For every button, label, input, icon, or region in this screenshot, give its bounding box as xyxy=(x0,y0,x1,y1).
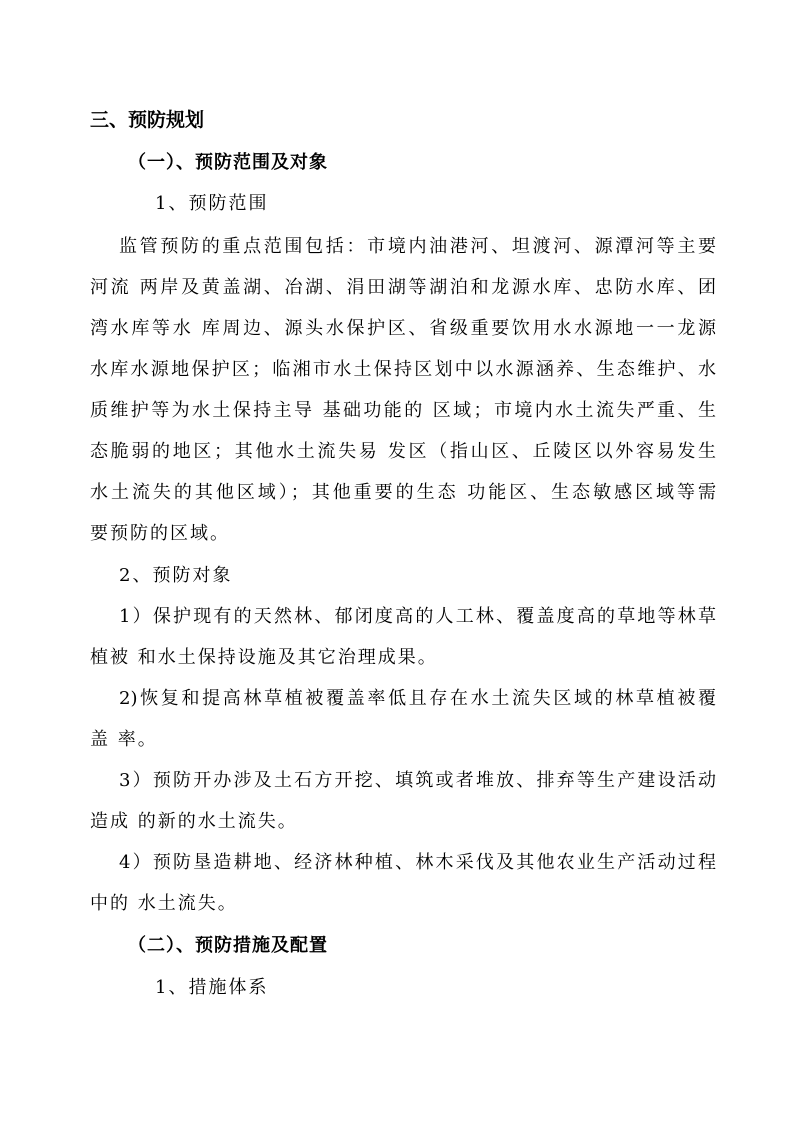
item-title-prevention-scope: 1、预防范围 xyxy=(155,193,269,214)
subsection-title-1: （一）、预防范围及对象 xyxy=(128,152,328,173)
paragraph-line: 要预防的区域。 xyxy=(90,523,230,544)
object-line: 植被 和水土保持设施及其它治理成果。 xyxy=(90,647,438,668)
paragraph-line: 态脆弱的地区；其他水土流失易 发区（指山区、丘陵区以外容易发生 xyxy=(90,441,716,462)
object-line: 4）预防垦造耕地、经济林种植、林木采伐及其他农业生产活动过程 xyxy=(119,852,716,873)
paragraph-line: 水库水源地保护区；临湘市水土保持区划中以水源涵养、生态维护、水 xyxy=(90,359,716,380)
item-title-measure-system: 1、措施体系 xyxy=(155,977,269,998)
paragraph-line: 监管预防的重点范围包括：市境内油港河、坦渡河、源潭河等主要 xyxy=(119,236,716,257)
object-line: 3）预防开办涉及土石方开挖、填筑或者堆放、排弃等生产建设活动 xyxy=(119,770,716,791)
object-line: 中的 水土流失。 xyxy=(90,893,238,914)
paragraph-line: 湾水库等水 库周边、源头水保护区、省级重要饮用水水源地一一龙源 xyxy=(90,318,716,339)
object-line: 2)恢复和提高林草植被覆盖率低且存在水土流失区域的林草植被覆 xyxy=(119,688,716,709)
item-title-prevention-objects: 2、预防对象 xyxy=(119,565,233,586)
section-title: 三、预防规划 xyxy=(90,109,205,131)
paragraph-line: 质维护等为水土保持主导 基础功能的 区域；市境内水土流失严重、生 xyxy=(90,400,716,421)
paragraph-line: 河流 两岸及黄盖湖、冶湖、涓田湖等湖泊和龙源水库、忠防水库、团 xyxy=(90,277,716,298)
object-line: 盖 率。 xyxy=(90,729,158,750)
object-line: 造成 的新的水土流失。 xyxy=(90,811,298,832)
subsection-title-2: （二）、预防措施及配置 xyxy=(128,935,328,956)
paragraph-line: 水土流失的其他区域）；其他重要的生态 功能区、生态敏感区域等需 xyxy=(90,482,716,503)
object-line: 1）保护现有的天然林、郁闭度高的人工林、覆盖度高的草地等林草 xyxy=(119,606,716,627)
